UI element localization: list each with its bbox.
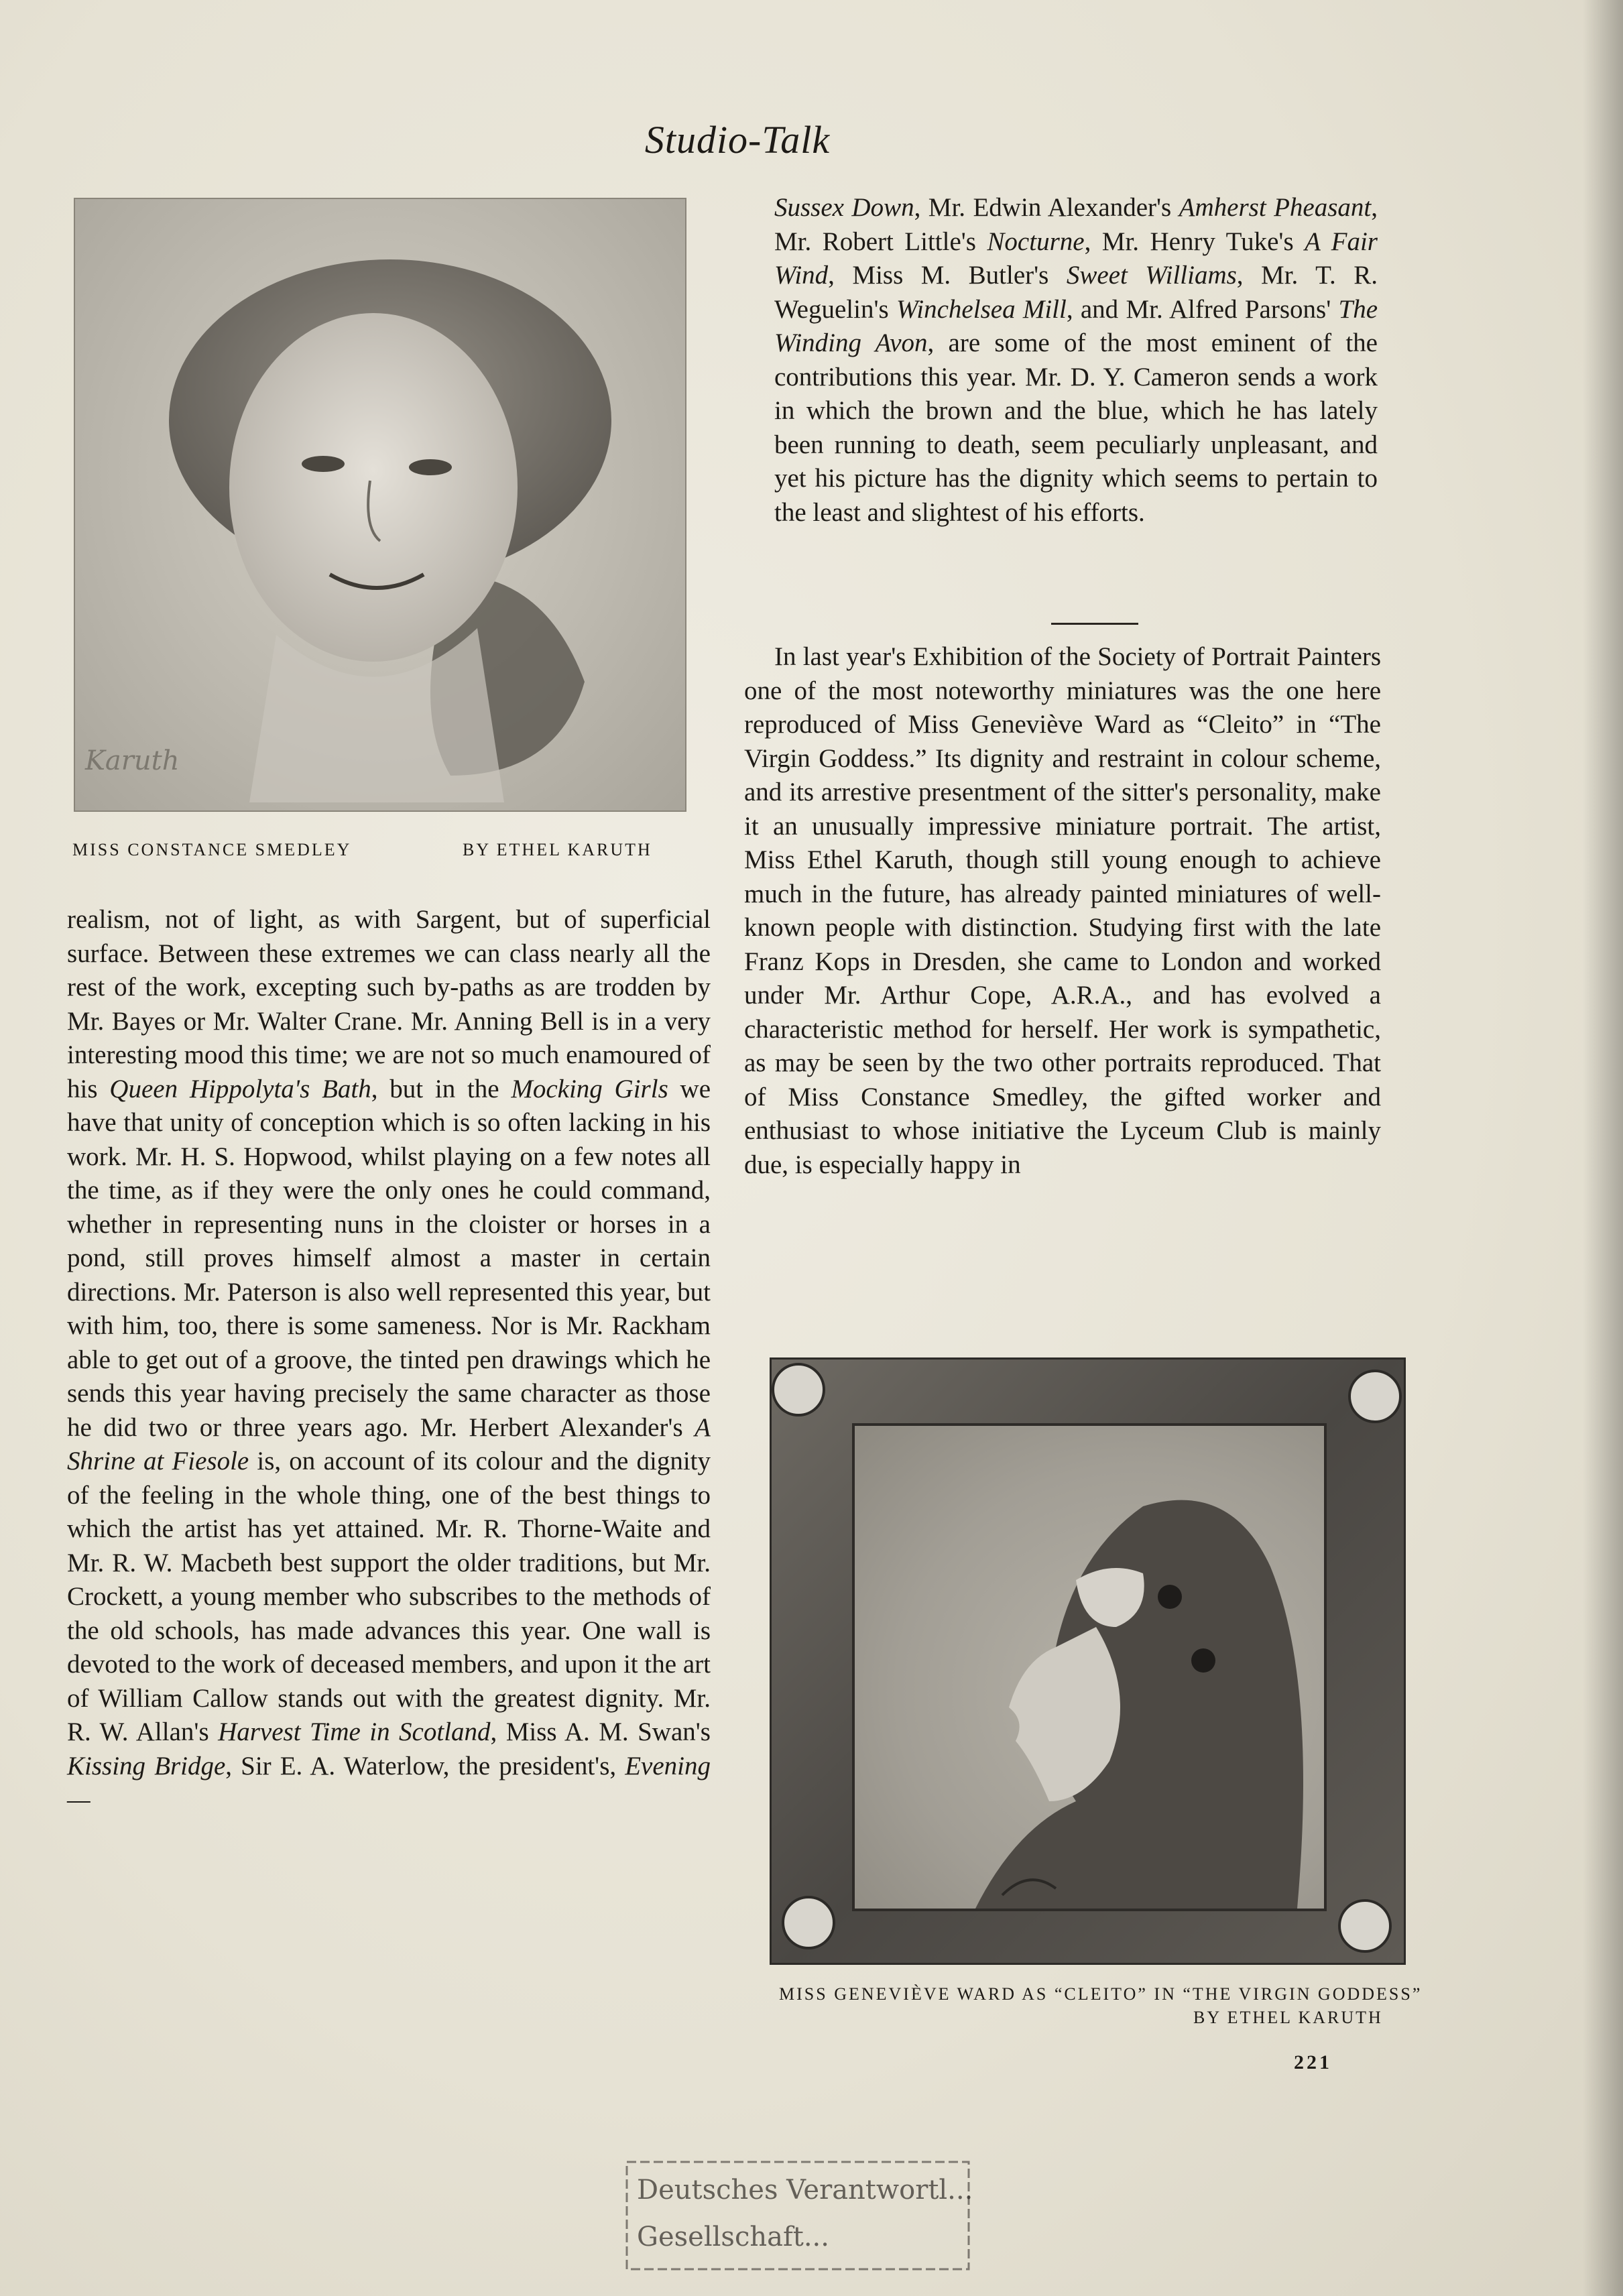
figure1-caption: MISS CONSTANCE SMEDLEY (72, 840, 352, 859)
body-text: , Miss A. M. Swan's (490, 1717, 711, 1746)
stamp-line2: Gesellschaft... (637, 2222, 829, 2252)
body-paragraph: In last year's Exhibition of the Society of Portrait Painters one of the most noteworthy miniatures was the one here reproduced of Miss Geneviève Ward as “Cleito” in “The Virgin Goddess.” Its dignity and restraint in colour scheme, and its arrestive presentment of the sitter's personality, make it an unusually impressive miniature portrait. The artist, Miss Ethel Karuth, though still young enough to achieve much in the future, has already painted miniatures of well-known people with distinction. Studying first with the late Franz Kops in Dresden, she came to London and worked under Mr. Arthur Cope, A.R.A., and has evolved a characteristic method for herself. Her work is sympathetic, as may be seen by the two other portraits reproduced. That of Miss Constance Smedley, the gifted worker and enthusiast to whose initiative the Lyceum Club is mainly due, is especially happy in (744, 642, 1381, 1179)
title-italic: Kissing Bridge (67, 1751, 226, 1780)
left-column-text (67, 903, 711, 1817)
body-text: , and Mr. Alfred Parsons' (1066, 294, 1339, 324)
title-italic: Nocturne (987, 227, 1085, 256)
title-italic: The Winding Avon (774, 294, 1378, 357)
title-italic: Sweet Williams (1066, 261, 1237, 290)
stamp-line1: Deutsches Verantwortl... (637, 2175, 972, 2206)
miniature-portrait (852, 1423, 1327, 1911)
title-italic: Queen Hippolyta's Bath (109, 1074, 371, 1103)
body-text: , Mr. Robert Little's (774, 193, 1378, 256)
body-text: , but in the (371, 1074, 512, 1103)
title-italic: Amherst Pheasant (1179, 193, 1372, 222)
body-text: , Miss M. Butler's (828, 261, 1067, 290)
title-italic: Evening— (67, 1751, 711, 1814)
framed-miniature-genevieve-ward (770, 1357, 1406, 1965)
title-italic: A Fair Wind (774, 227, 1378, 290)
title-italic: Sussex Down (774, 193, 914, 222)
title-italic: A Shrine at Fiesole (67, 1412, 711, 1475)
stamp-graphic (623, 2159, 972, 2273)
body-text: , Sir E. A. Waterlow, the president's, (225, 1751, 625, 1780)
title-italic: Harvest Time in Scotland (218, 1717, 491, 1746)
page-number: 221 (1294, 2051, 1332, 2073)
body-text: we have that unity of conception which is so often lacking in his work. Mr. H. S. Hopwood, whilst playing on a few notes all the time, as if they were the only ones he could command, whether in representing nuns in the cloister or horses in a pond, still proves himself almost a master in certain directions. Mr. Paterson is also well represented this year, but with him, too, there is some sameness. Nor is Mr. Rackham able to get out of a groove, the tinted pen drawings which he sends this year having precisely the same character as those he did two or three years ago. Mr. Herbert Alexander's (67, 1074, 711, 1442)
section-rule (1051, 623, 1138, 625)
artist-signature: Karuth (85, 745, 180, 776)
body-text: , Mr. T. R. Weguelin's (774, 261, 1378, 324)
right-column-mid-text (744, 640, 1381, 1182)
portrait-drawing (75, 199, 685, 810)
right-column-top-text (774, 191, 1378, 530)
figure2-credit: BY ETHEL KARUTH (1193, 2008, 1383, 2027)
figure1-credit: BY ETHEL KARUTH (463, 840, 652, 859)
title-italic: Winchelsea Mill (896, 294, 1067, 324)
body-text: realism, not of light, as with Sargent, but of superficial surface. Between these extremes we can class nearly all the rest of the work, excepting such by-paths as are trodden by Mr. Bayes or Mr. Walter Crane. Mr. Anning Bell is in a very interesting mood this time; we are not so much enamoured of his (67, 905, 711, 1103)
title-italic: Mocking Girls (511, 1074, 668, 1103)
portrait-constance-smedley (74, 198, 686, 812)
profile-drawing (855, 1426, 1324, 1909)
running-title: Studio-Talk (644, 118, 831, 162)
body-text: , are some of the most eminent of the contributions this year. Mr. D. Y. Cameron sends a work in which the brown and the blue, which he has lately been running to death, seem peculiarly unpleasant, and yet his picture has the dignity which seems to pertain to the least and slightest of his efforts. (774, 328, 1378, 527)
body-text: is, on account of its colour and the dignity of the feeling in the whole thing, one of the best things to which the artist has yet attained. Mr. R. Thorne-Waite and Mr. R. W. Macbeth best support the older traditions, but Mr. Crockett, a young member who subscribes to the methods of the old schools, has made advances this year. One wall is devoted to the work of deceased members, and upon it the art of William Callow stands out with the greatest dignity. Mr. R. W. Allan's (67, 1447, 711, 1746)
body-text: , Mr. Henry Tuke's (1084, 227, 1305, 256)
body-text: , Mr. Edwin Alexander's (914, 193, 1179, 222)
page-edge-shadow (1583, 0, 1623, 2296)
figure2-caption: MISS GENEVIÈVE WARD AS “CLEITO” IN “THE VIRGIN GODDESS” (779, 1984, 1423, 2004)
library-stamp (623, 2159, 972, 2276)
